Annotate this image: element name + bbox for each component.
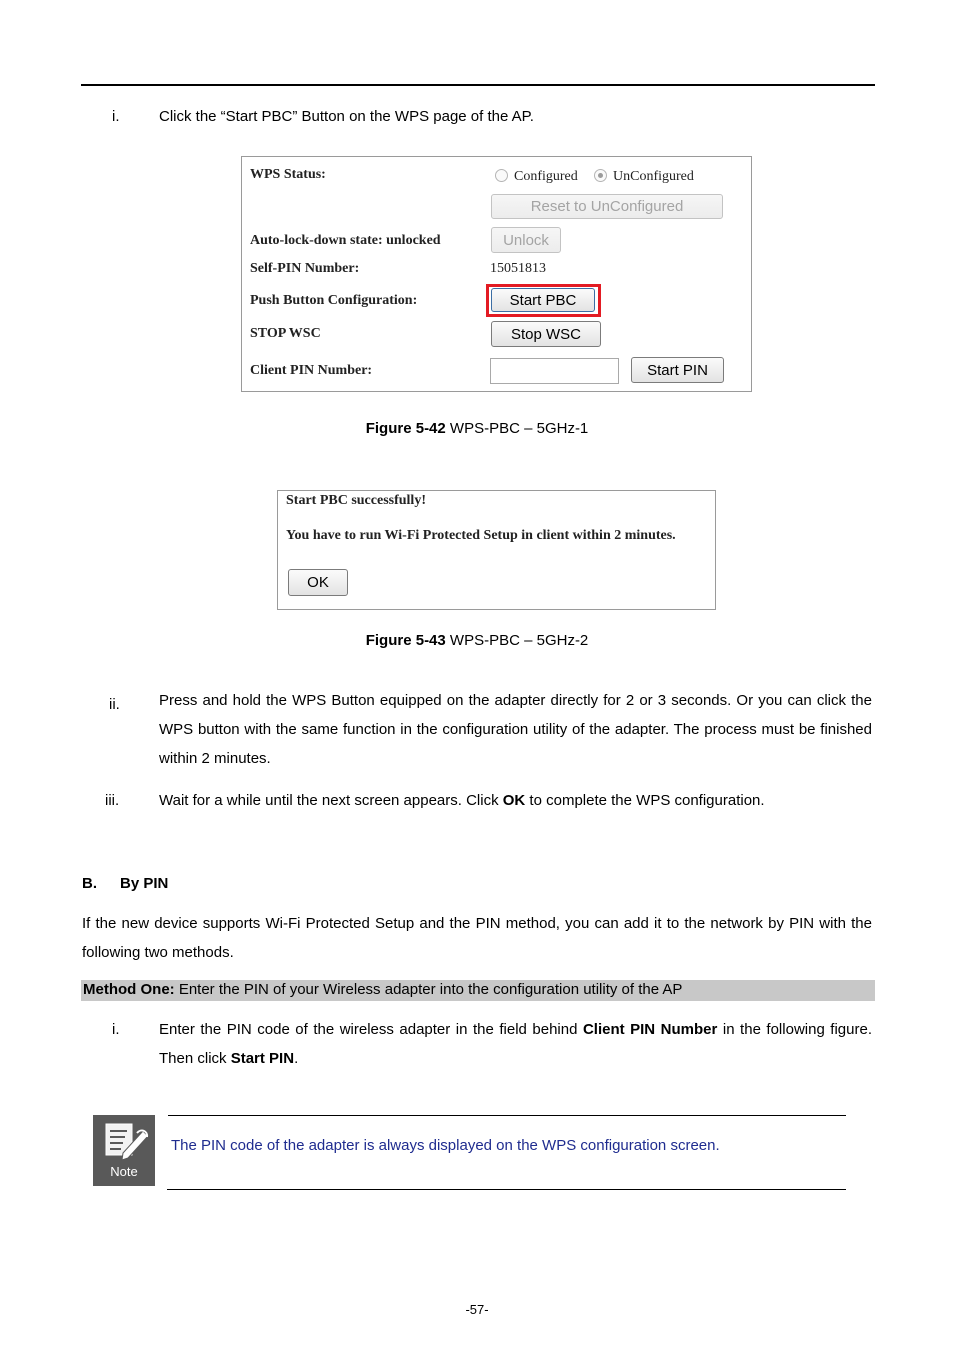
pbc-label: Push Button Configuration:	[250, 293, 418, 308]
unlock-button[interactable]: Unlock	[491, 227, 561, 253]
method-one-text: Enter the PIN of your Wireless adapter into the configuration utility of the AP	[174, 981, 683, 998]
stop-wsc-label: STOP WSC	[250, 326, 321, 341]
step-text-bold: OK	[502, 792, 526, 809]
client-pin-label: Client PIN Number:	[250, 363, 373, 378]
step-text	[159, 792, 765, 809]
caption-text: WPS-PBC – 5GHz-2	[445, 632, 589, 649]
radio-configured-label: Configured	[514, 169, 578, 184]
caption-label: Figure 5-42	[365, 420, 446, 437]
step-text-part: in the following figure. Then click	[159, 1021, 872, 1067]
lockdown-state-label: Auto-lock-down state: unlocked	[250, 233, 441, 248]
step-text-part: Enter the PIN code of the wireless adapter in the field behind	[159, 1021, 583, 1038]
step-text-bold: Start PIN	[230, 1050, 295, 1067]
step-text-part: Wait for a while until the next screen appears. Click	[159, 792, 503, 809]
start-pbc-button[interactable]: Start PBC	[491, 288, 595, 312]
list-marker: i.	[112, 108, 120, 125]
method-one-label: Method One:	[83, 981, 175, 998]
section-marker: B.	[82, 875, 97, 892]
caption-text: WPS-PBC – 5GHz-1	[445, 420, 589, 437]
list-marker: ii.	[109, 696, 120, 713]
client-pin-input[interactable]	[490, 358, 619, 384]
self-pin-value: 15051813	[490, 261, 546, 276]
start-pin-button[interactable]: Start PIN	[631, 357, 724, 383]
pbc-success-figure	[277, 490, 716, 610]
page-number: -57-	[465, 1302, 489, 1317]
header-rule	[81, 84, 875, 86]
step-text-part: .	[294, 1050, 299, 1067]
figure-caption-1	[0, 420, 954, 437]
method-one-bar	[81, 980, 875, 1001]
wps-status-label: WPS Status:	[250, 167, 326, 182]
note-bottom-rule	[167, 1189, 846, 1190]
figure-caption-2	[0, 632, 954, 649]
note-icon	[93, 1115, 155, 1186]
step-text: Press and hold the WPS Button equipped on the adapter directly for 2 or 3 seconds. Or you can click the WPS button with the same function in the configuration utility of the adapter. The process must be finished within 2 minutes.	[159, 692, 872, 767]
caption-label: Figure 5-43	[365, 632, 446, 649]
ok-button[interactable]: OK	[288, 569, 348, 596]
step-text	[159, 1015, 872, 1073]
list-marker: i.	[112, 1021, 120, 1038]
success-message: Start PBC successfully!	[286, 493, 426, 508]
instruction-message: You have to run Wi-Fi Protected Setup in client within 2 minutes.	[286, 528, 676, 543]
radio-configured[interactable]	[495, 169, 508, 182]
section-paragraph: If the new device supports Wi-Fi Protected Setup and the PIN method, you can add it to the network by PIN with the following two methods.	[82, 915, 872, 961]
radio-unconfigured[interactable]	[594, 169, 607, 182]
self-pin-label: Self-PIN Number:	[250, 261, 360, 276]
note-text: The PIN code of the adapter is always displayed on the WPS configuration screen.	[171, 1137, 720, 1154]
stop-wsc-button[interactable]: Stop WSC	[491, 321, 601, 347]
radio-unconfigured-label: UnConfigured	[613, 169, 694, 184]
section-title: By PIN	[120, 875, 169, 892]
wps-settings-figure	[241, 156, 752, 392]
note-top-rule	[168, 1115, 846, 1116]
step-text-part: to complete the WPS configuration.	[525, 792, 765, 809]
step-text-bold: Client PIN Number	[582, 1021, 718, 1038]
note-icon-label: Note	[110, 1164, 138, 1179]
reset-to-unconfigured-button[interactable]: Reset to UnConfigured	[491, 194, 723, 219]
step-text: Click the “Start PBC” Button on the WPS page of the AP.	[159, 108, 534, 125]
list-marker: iii.	[105, 792, 120, 809]
